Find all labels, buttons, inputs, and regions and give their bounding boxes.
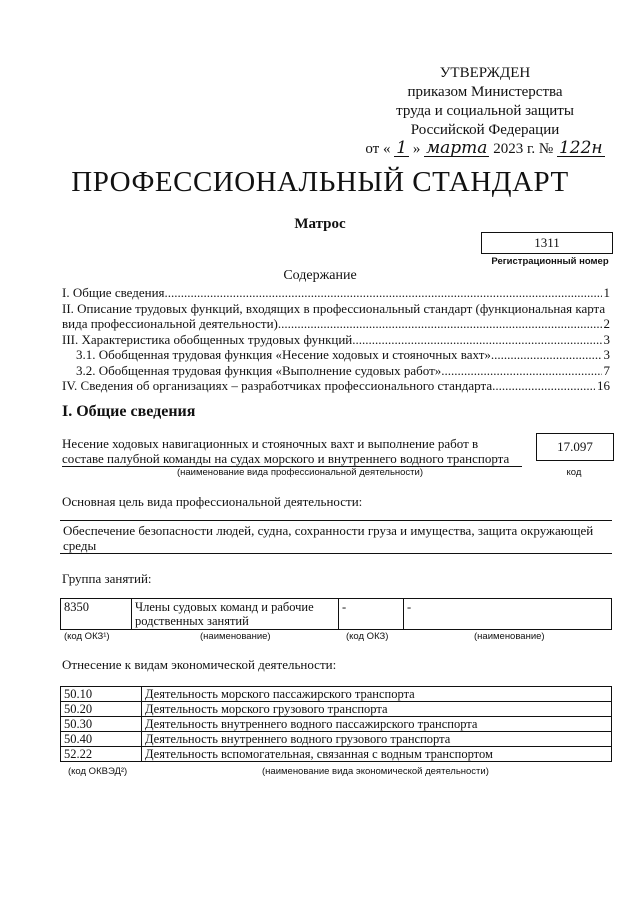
okved-name: Деятельность морского пассажирского транспорта [142, 687, 612, 702]
toc-item[interactable] [62, 301, 610, 332]
table-row [61, 599, 612, 630]
okz-code-2: - [339, 599, 404, 630]
goal-label: Основная цель вида профессиональной деятельности: [62, 494, 363, 509]
toc-item-page: 3 [603, 331, 610, 347]
toc-item-page: 16 [597, 378, 610, 393]
date-month: марта [426, 138, 488, 158]
okved-table [60, 686, 612, 762]
approval-line: труда и социальной защиты [396, 103, 574, 119]
approval-line: Российской Федерации [410, 122, 560, 138]
okved-code: 50.40 [61, 732, 142, 747]
table-row [61, 702, 612, 717]
date-year: 2023 г. № [493, 141, 554, 157]
okved-name: Деятельность вспомогательная, связанная с водным транспортом [142, 747, 612, 762]
okved-name: Деятельность внутреннего водного грузового транспорта [142, 732, 612, 747]
okved-captions [62, 766, 612, 778]
caption: (код ОКВЭД²) [68, 766, 128, 777]
toc-item-page: 2 [603, 316, 610, 331]
toc-item-label: I. Общие сведения [62, 285, 165, 300]
econ-label: Отнесение к видам экономической деятельности: [62, 657, 337, 672]
approval-block [360, 64, 610, 159]
approval-date-line [360, 140, 610, 159]
toc-item-label: IV. Сведения об организациях – разработчиках профессионального стандарта [62, 378, 493, 393]
date-day: 1 [396, 138, 408, 158]
toc-item-label: 3.2. Обобщенная трудовая функция «Выполнение судовых работ» [76, 362, 442, 378]
table-of-contents [62, 285, 610, 394]
okved-name: Деятельность внутреннего водного пассажирского транспорта [142, 717, 612, 732]
occupation-group-table [60, 598, 612, 630]
toc-heading: Содержание [283, 268, 357, 283]
table-row [61, 717, 612, 732]
registration-number: 1311 [481, 232, 613, 254]
toc-item-page: 7 [603, 362, 610, 378]
goal-text: Обеспечение безопасности людей, судна, сохранности груза и имущества, защита окружающей среды [60, 520, 612, 554]
toc-item-label: II. Описание трудовых функций, входящих в профессиональный стандарт (функциональная карта [62, 300, 606, 316]
section-heading: I. Общие сведения [62, 403, 196, 420]
toc-item-label: 3.1. Обобщенная трудовая функция «Несение ходовых и стояночных вахт» [76, 347, 491, 362]
toc-item[interactable] [62, 347, 610, 363]
toc-item[interactable] [62, 285, 610, 301]
activity-code-caption: код [566, 467, 582, 478]
activity-kind: Несение ходовых навигационных и стояночных вахт и выполнение работ в составе палубной команды на судах морского и внутреннего водного транспорта [62, 436, 522, 467]
caption: (код ОКЗ¹) [64, 631, 110, 642]
activity-code: 17.097 [536, 433, 614, 461]
toc-item-page: 3 [603, 347, 610, 362]
table-row [61, 687, 612, 702]
okved-code: 50.20 [61, 702, 142, 717]
toc-item-page: 1 [603, 285, 610, 300]
group-captions [62, 631, 612, 643]
okz-name-2: - [404, 599, 612, 630]
caption: (наименование) [200, 631, 271, 642]
date-mid: » [412, 141, 421, 157]
okz-name: Члены судовых команд и рабочие родственных занятий [132, 599, 339, 630]
toc-item-label: вида профессиональной деятельности) [62, 316, 278, 331]
toc-item[interactable] [62, 332, 610, 348]
okz-code: 8350 [61, 599, 132, 630]
table-row [61, 732, 612, 747]
date-prefix: от « [365, 141, 391, 157]
activity-kind-caption: (наименование вида профессиональной деятельности) [176, 467, 424, 478]
approval-title: УТВЕРЖДЕН [439, 65, 531, 81]
caption: (наименование вида экономической деятельности) [262, 766, 489, 777]
table-row [61, 747, 612, 762]
toc-item[interactable] [62, 363, 610, 379]
toc-item-label: III. Характеристика обобщенных трудовых функций [62, 331, 353, 347]
okved-name: Деятельность морского грузового транспорта [142, 702, 612, 717]
caption: (код ОКЗ) [346, 631, 389, 642]
okved-code: 50.30 [61, 717, 142, 732]
okved-code: 50.10 [61, 687, 142, 702]
approval-line: приказом Министерства [407, 84, 563, 100]
standard-name: Матрос [294, 216, 346, 232]
order-number: 122н [558, 138, 603, 158]
group-label: Группа занятий: [62, 571, 152, 586]
document-title: ПРОФЕССИОНАЛЬНЫЙ СТАНДАРТ [71, 166, 569, 198]
caption: (наименование) [474, 631, 545, 642]
registration-caption: Регистрационный номер [491, 256, 609, 267]
okved-code: 52.22 [61, 747, 142, 762]
toc-item[interactable] [62, 378, 610, 394]
